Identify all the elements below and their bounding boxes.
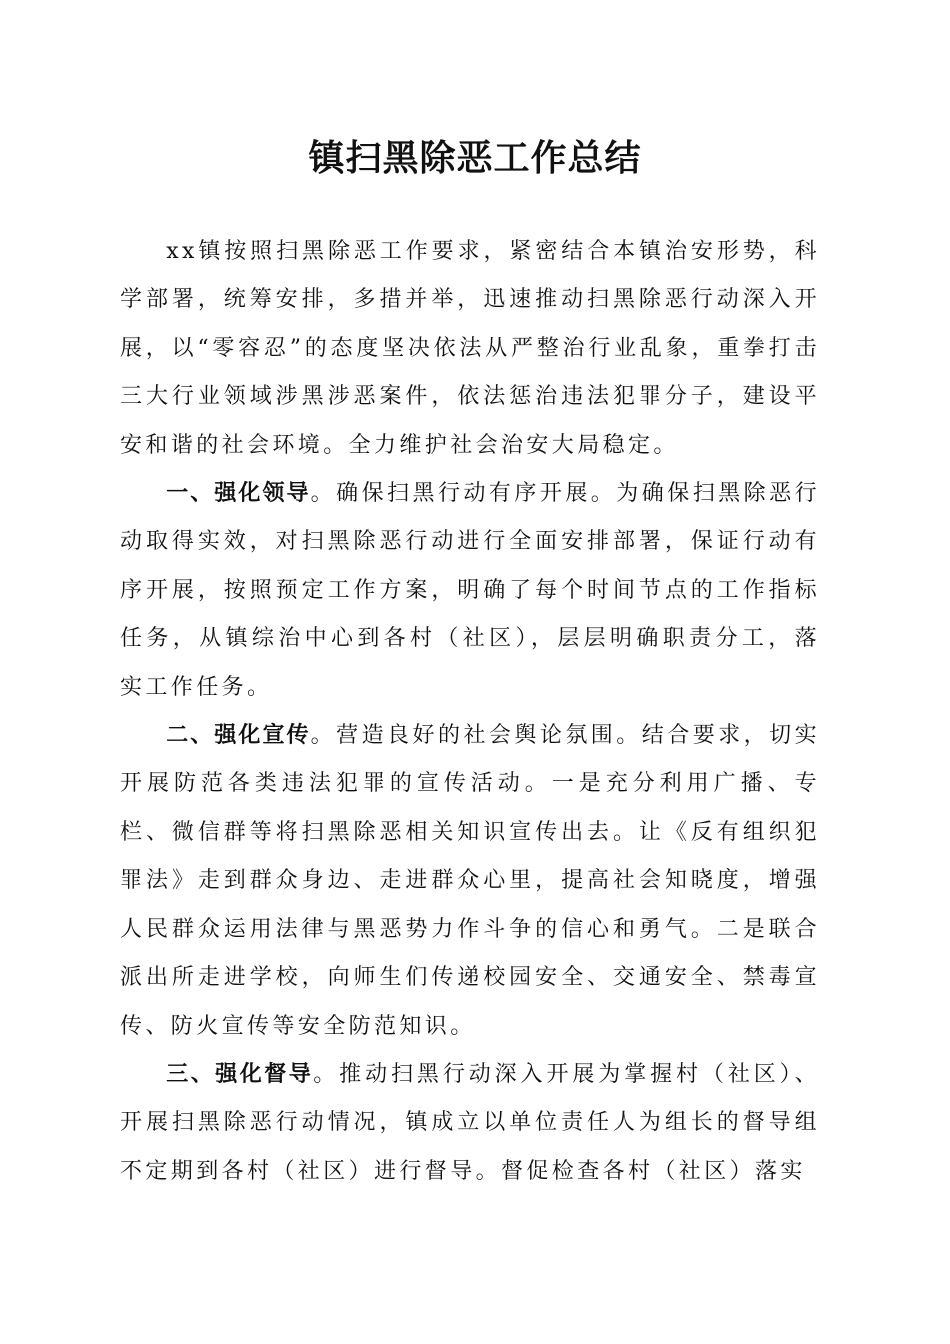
intro-paragraph: xx镇按照扫黑除恶工作要求，紧密结合本镇治安形势，科学部署，统筹安排，多措并举，迅速推动扫黑除恶行动深入开展，以“零容忍”的态度坚决依法从严整治行业乱象，重拳打击三大行业领域涉黑涉恶案件，依法惩治违法犯罪分子，建设平安和谐的社会环境。全力维护社会治安大局稳定。 [120,239,820,458]
section-text-2: 。营造良好的社会舆论氛围。结合要求，切实开展防范各类违法犯罪的宣传活动。一是充分利用广播、专栏、微信群等将扫黑除恶相关知识宣传出去。让《反有组织犯罪法》走到群众身边、走进群众心里，提高社会知晓度，增强人民群众运用法律与黑恶势力作斗争的信心和勇气。二是联合派出所走进学校，向师生们传递校园安全、交通安全、禁毒宣传、防火宣传等安全防范知识。 [120,723,820,1039]
document-title: 镇扫黑除恶工作总结 [308,138,642,179]
section-text-1: 。确保扫黑行动有序开展。为确保扫黑除恶行动取得实效，对扫黑除恶行动进行全面安排部署，保证行动有序开展，按照预定工作方案，明确了每个时间节点的工作指标任务，从镇综治中心到各村（社区），层层明确职责分工，落实工作任务。 [120,481,820,700]
section-heading-2: 二、强化宣传 [166,723,311,749]
section-paragraph-3 [120,1051,820,1196]
section-paragraph-2 [120,712,820,1051]
section-paragraph-1 [120,470,820,712]
section-heading-1: 一、强化领导 [166,481,311,507]
section-text-3: 。推动扫黑行动深入开展为掌握村（社区）、开展扫黑除恶行动情况，镇成立以单位责任人为组长的督导组不定期到各村（社区）进行督导。督促检查各村（社区）落实 [120,1061,820,1184]
document-body [120,228,820,1196]
section-heading-3: 三、强化督导 [166,1061,314,1087]
